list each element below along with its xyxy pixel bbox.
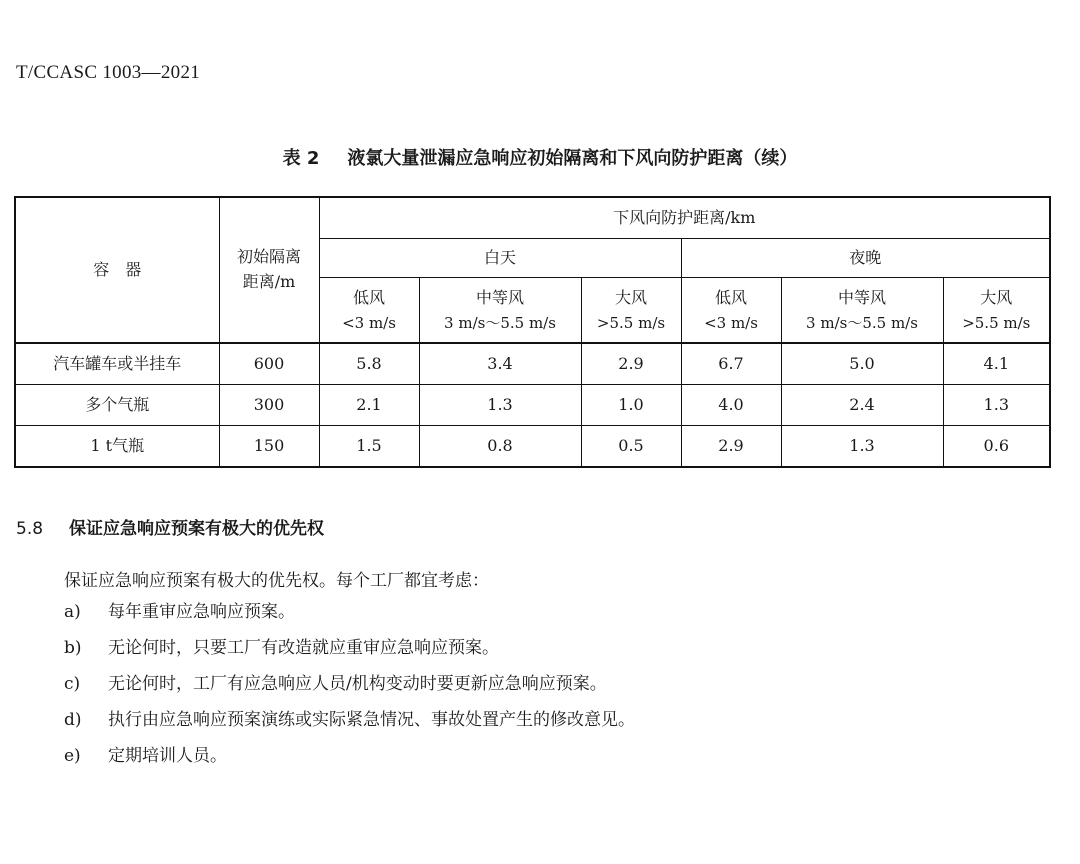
- row-value: 6.7: [681, 343, 781, 385]
- list-marker: d): [64, 710, 82, 730]
- list-item: [64, 636, 635, 672]
- row-value: 2.9: [581, 343, 681, 385]
- list-item: [64, 672, 635, 708]
- list-item-text: 无论何时，工厂有应急响应人员/机构变动时要更新应急响应预案。: [108, 674, 607, 694]
- header-night: 夜晚: [681, 239, 1050, 278]
- list-marker: b): [64, 638, 82, 658]
- row-value: 0.8: [419, 426, 581, 468]
- row-isolation: 150: [219, 426, 319, 468]
- row-value: 3.4: [419, 343, 581, 385]
- section-number: 5.8: [16, 519, 44, 539]
- row-container: 1 t气瓶: [15, 426, 219, 468]
- section-intro: 保证应急响应预案有极大的优先权。每个工厂都宜考虑：: [64, 571, 489, 591]
- row-value: 0.6: [943, 426, 1050, 468]
- row-isolation: 600: [219, 343, 319, 385]
- list-item: [64, 744, 635, 780]
- section-title: 保证应急响应预案有极大的优先权: [69, 519, 325, 539]
- row-value: 1.3: [943, 385, 1050, 426]
- requirement-list: [64, 600, 635, 780]
- row-value: 5.8: [319, 343, 419, 385]
- header-day: 白天: [319, 239, 681, 278]
- list-item-text: 定期培训人员。: [108, 746, 227, 766]
- header-day-high-wind: 大风 >5.5 m/s: [581, 278, 681, 344]
- row-value: 1.3: [781, 426, 943, 468]
- row-value: 1.0: [581, 385, 681, 426]
- list-marker: a): [64, 602, 81, 622]
- header-day-medium-wind: 中等风 3 m/s～5.5 m/s: [419, 278, 581, 344]
- table-row: [15, 385, 1050, 426]
- row-value: 2.1: [319, 385, 419, 426]
- row-value: 2.4: [781, 385, 943, 426]
- row-container: 多个气瓶: [15, 385, 219, 426]
- list-item: [64, 708, 635, 744]
- list-item-text: 执行由应急响应预案演练或实际紧急情况、事故处置产生的修改意见。: [108, 710, 635, 730]
- row-value: 5.0: [781, 343, 943, 385]
- header-night-low-wind: 低风 <3 m/s: [681, 278, 781, 344]
- list-marker: c): [64, 674, 81, 694]
- list-item: [64, 600, 635, 636]
- row-value: 4.1: [943, 343, 1050, 385]
- list-item-text: 每年重审应急响应预案。: [108, 602, 295, 622]
- row-container: 汽车罐车或半挂车: [15, 343, 219, 385]
- table-row: [15, 343, 1050, 385]
- row-value: 0.5: [581, 426, 681, 468]
- list-marker: e): [64, 746, 81, 766]
- list-item-text: 无论何时，只要工厂有改造就应重审应急响应预案。: [108, 638, 499, 658]
- table-number: 表 2: [282, 148, 320, 169]
- table-title: [0, 144, 1080, 170]
- section-heading: [16, 514, 324, 539]
- header-container: 容 器: [15, 197, 219, 343]
- row-value: 1.5: [319, 426, 419, 468]
- header-isolation-distance: 初始隔离距离/m: [219, 197, 319, 343]
- protection-distance-table: [14, 196, 1051, 468]
- row-isolation: 300: [219, 385, 319, 426]
- header-night-high-wind: 大风 >5.5 m/s: [943, 278, 1050, 344]
- header-night-medium-wind: 中等风 3 m/s～5.5 m/s: [781, 278, 943, 344]
- row-value: 2.9: [681, 426, 781, 468]
- row-value: 1.3: [419, 385, 581, 426]
- table-row: [15, 426, 1050, 468]
- table-caption: 液氯大量泄漏应急响应初始隔离和下风向防护距离（续）: [347, 148, 798, 169]
- row-value: 4.0: [681, 385, 781, 426]
- document-code: T/CCASC 1003—2021: [16, 62, 201, 83]
- header-day-low-wind: 低风 <3 m/s: [319, 278, 419, 344]
- header-downwind-distance: 下风向防护距离/km: [319, 197, 1050, 239]
